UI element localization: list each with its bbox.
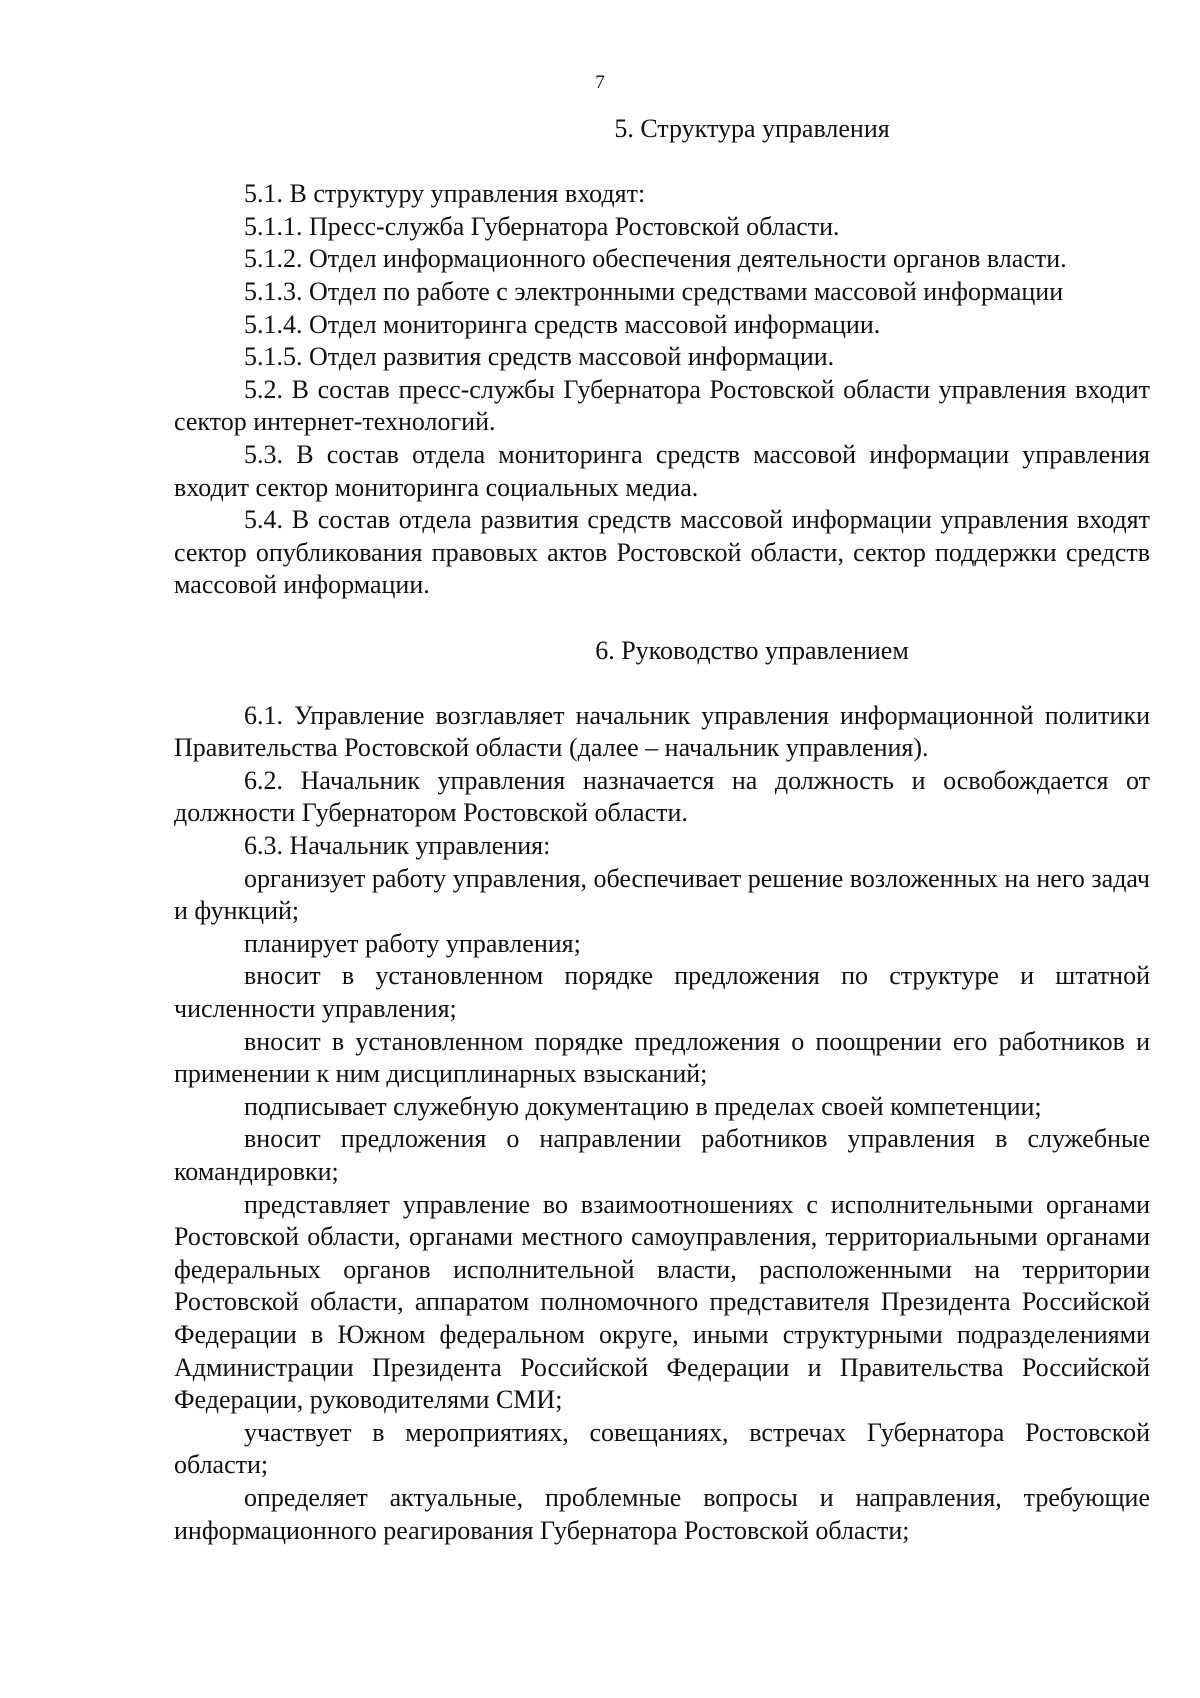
paragraph-6-3: 6.3. Начальник управления: (244, 831, 551, 861)
duty-paragraph: определяет актуальные, проблемные вопросы и направления, требующие информационного реагирования Губернатора Ростовской области; (174, 1482, 1150, 1545)
paragraph-5-1-5: 5.1.5. Отдел развития средств массовой информации. (244, 342, 835, 372)
paragraph-6-2: 6.2. Начальник управления назначается на должность и освобождается от должности Губернатором Ростовской области. (174, 765, 1150, 828)
spacer (174, 602, 1150, 635)
duty-paragraph: организует работу управления, обеспечивает решение возложенных на него задач и функций; (174, 863, 1150, 926)
paragraph-5-1-2: 5.1.2. Отдел информационного обеспечения деятельности органов власти. (244, 244, 1067, 274)
spacer (174, 146, 1150, 179)
duty-paragraph: вносит в установленном порядке предложения о поощрении его работников и применении к ним дисциплинарных взысканий; (174, 1026, 1150, 1089)
paragraph-5-3: 5.3. В состав отдела мониторинга средств массовой информации управления входит сектор мониторинга социальных медиа. (174, 439, 1150, 502)
duty-paragraph: подписывает служебную документацию в пределах своей компетенции; (244, 1091, 1042, 1121)
duty-paragraph: планирует работу управления; (244, 928, 581, 958)
paragraph-5-2: 5.2. В состав пресс-службы Губернатора Ростовской области управления входит сектор интернет-технологий. (174, 374, 1150, 437)
section-5-title: 5. Структура управления (614, 114, 890, 143)
paragraph-5-1-3: 5.1.3. Отдел по работе с электронными средствами массовой информации (244, 276, 1064, 306)
section-6-title: 6. Руководство управлением (595, 635, 909, 665)
spacer (174, 667, 1150, 700)
duty-paragraph: вносит предложения о направлении работников управления в служебные командировки; (174, 1124, 1150, 1186)
paragraph-5-4: 5.4. В состав отдела развития средств массовой информации управления входят сектор опубликования правовых актов Ростовской области, сектор поддержки средств массовой информации. (174, 505, 1150, 600)
document-body (174, 113, 1150, 1547)
duty-paragraph: участвует в мероприятиях, совещаниях, встречах Губернатора Ростовской области; (174, 1417, 1150, 1480)
duty-paragraph: вносит в установленном порядке предложения по структуре и штатной численности управления; (174, 961, 1150, 1024)
paragraph-6-1: 6.1. Управление возглавляет начальник управления информационной политики Правительства Ростовской области (далее – начальник управления). (174, 700, 1150, 763)
paragraph-5-1-4: 5.1.4. Отдел мониторинга средств массовой информации. (244, 309, 881, 339)
duty-paragraph: представляет управление во взаимоотношениях с исполнительными органами Ростовской области, органами местного самоуправления, территориальными органами федеральных органов исполнительной власти, расположенными на территории Ростовской области, аппаратом полномочного представителя Президента Российской Федерации в Южном федеральном округе, иными структурными подразделениями Администрации Президента Российской Федерации и Правительства Российской Федерации, руководителями СМИ; (174, 1189, 1150, 1415)
paragraph-5-1: 5.1. В структуру управления входят: (244, 179, 646, 209)
paragraph-5-1-1: 5.1.1. Пресс-служба Губернатора Ростовской области. (244, 211, 840, 241)
page-number: 7 (595, 72, 605, 93)
